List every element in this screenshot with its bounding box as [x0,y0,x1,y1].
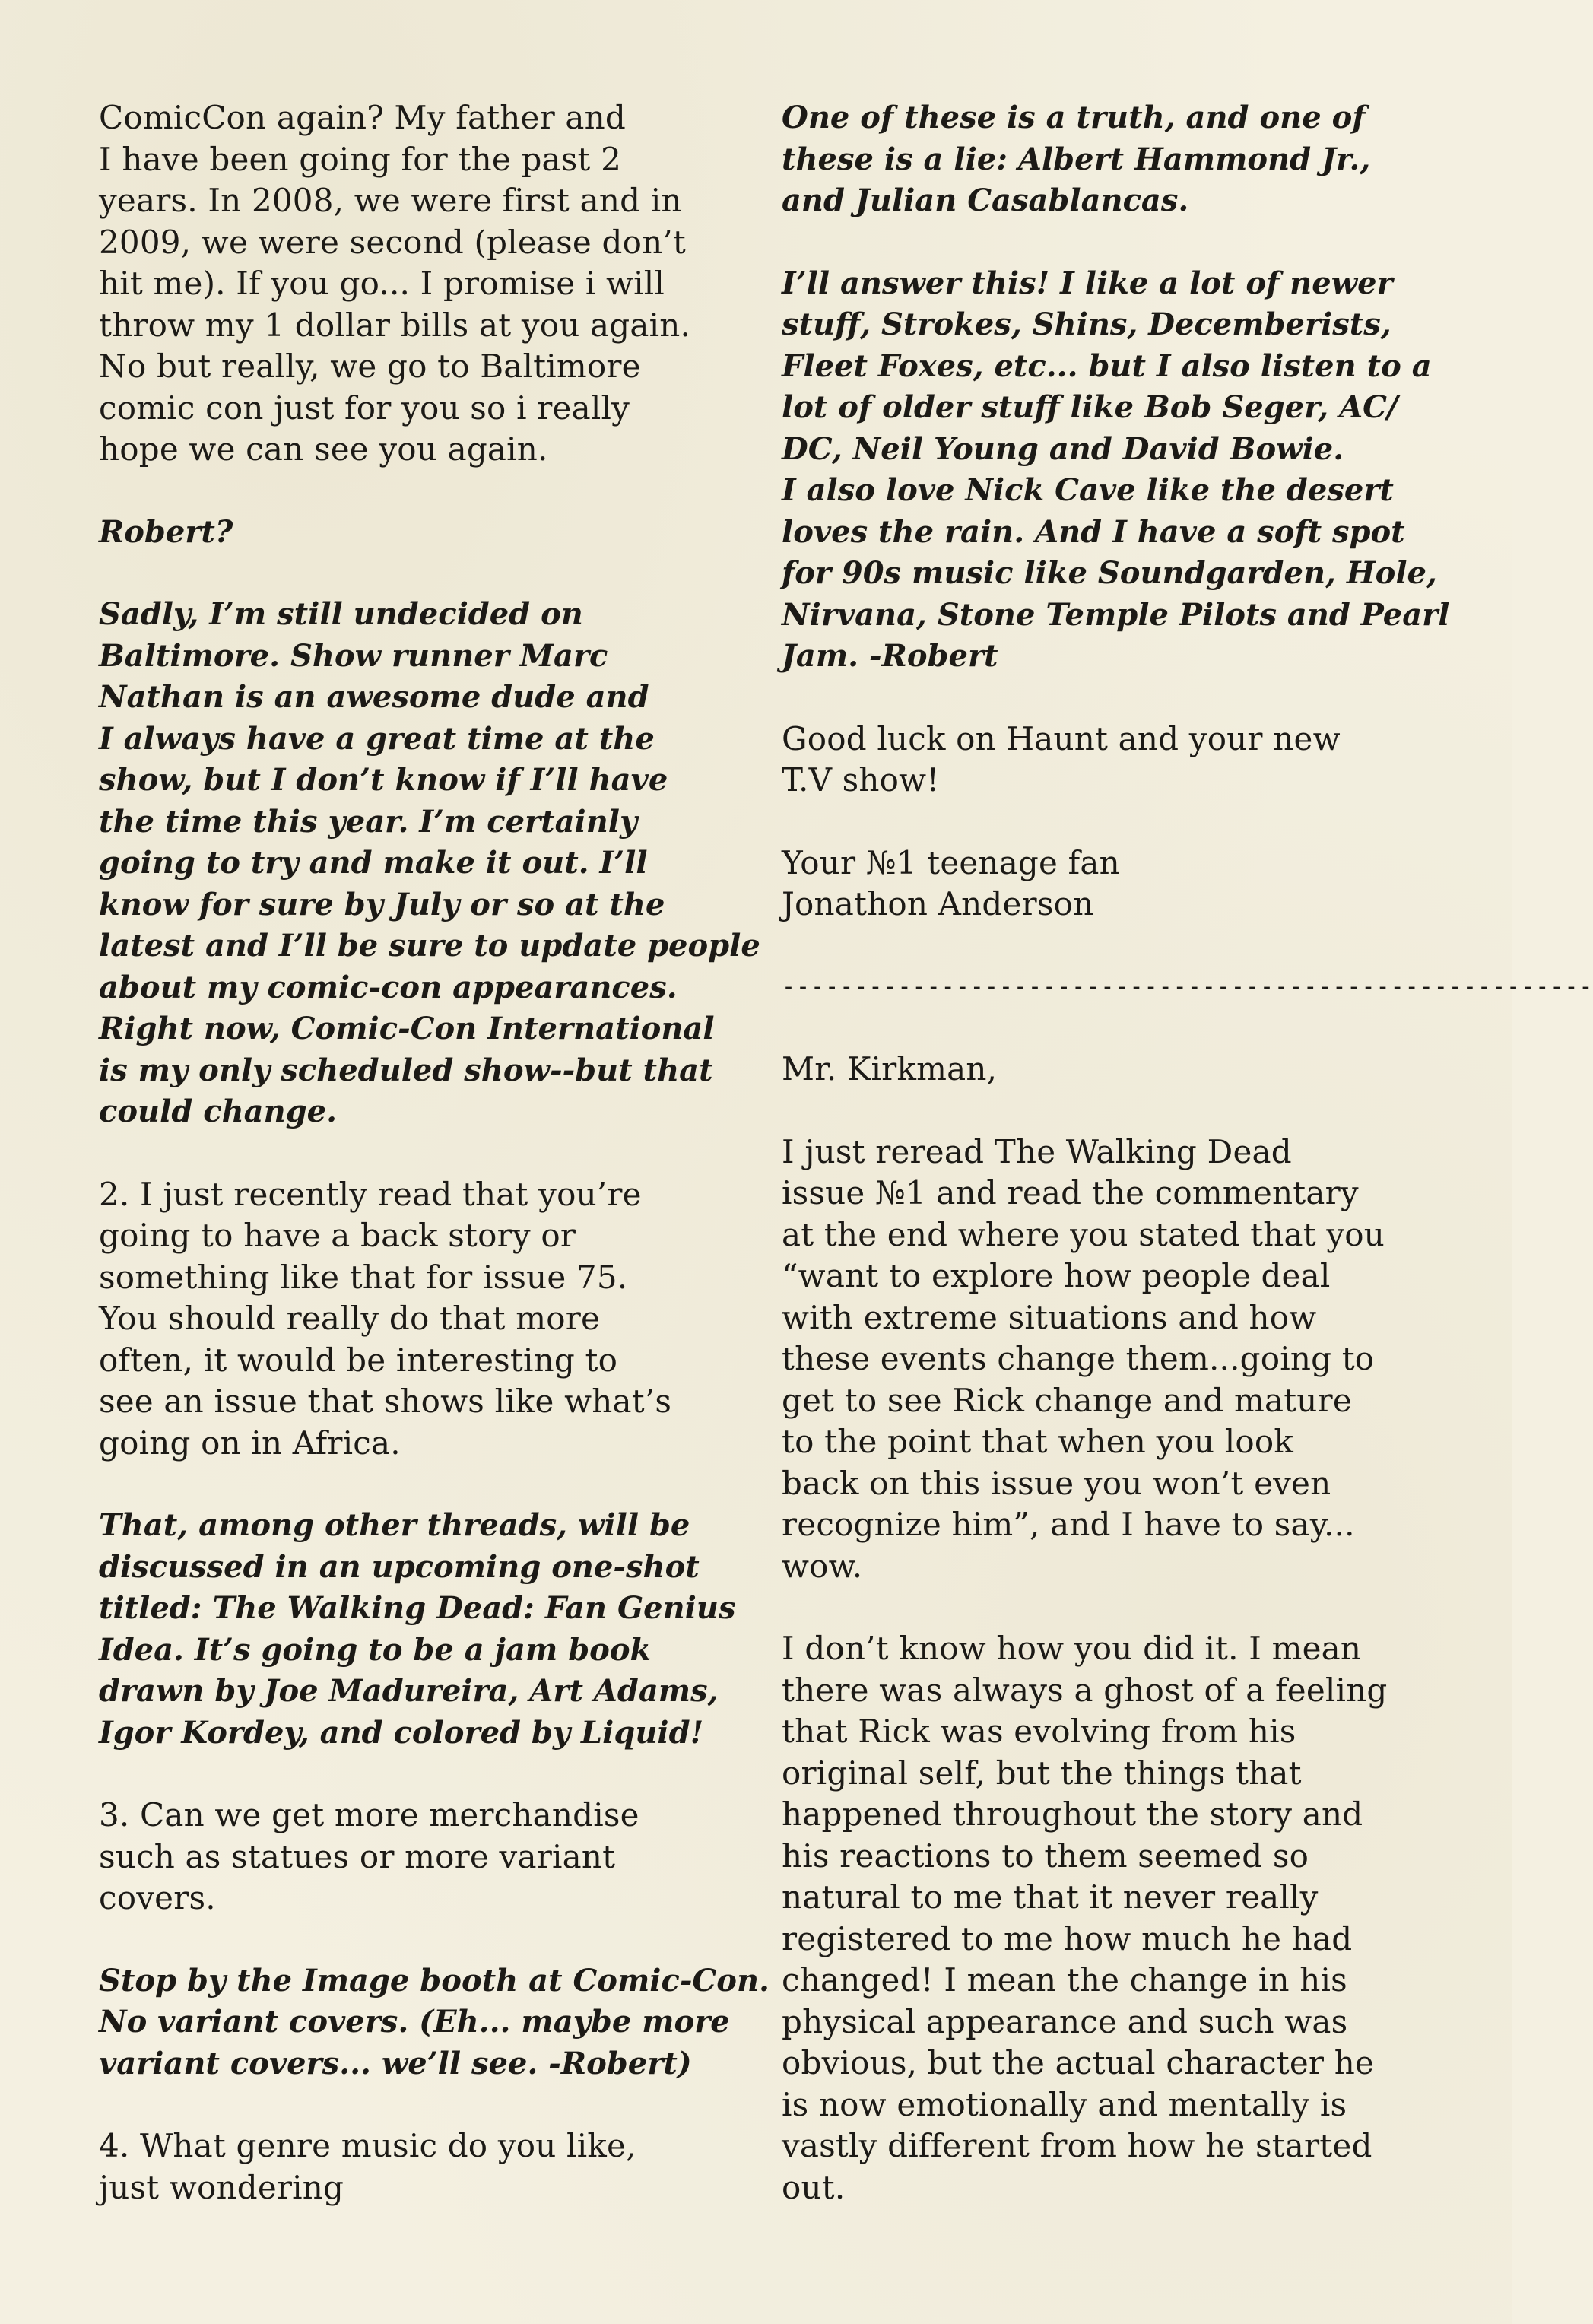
paragraph-gap [99,471,783,512]
letter-paragraph-evolving: I don’t know how you did it. I mean there was always a ghost of a feeling that Rick was evolving from his original self, but the things that happened throughout the story and his reactions to them seemed so natural to me that it never really registered to me how much he had changed! I mean the change in his physical appearance and such was obvious, but the actual character he is now emotionally and mentally is vastly different from how he started out. [782,1630,1388,2206]
right-column [782,97,1593,2208]
paragraph-gap [782,1008,1451,1049]
left-column [99,97,783,2208]
paragraph-gap [782,802,1451,843]
letter-paragraph-reread: I just reread The Walking Dead issue №1 and read the commentary at the end where you stated that you “want to explore how people deal with extreme situations and how these events change them...going to get to see Rick change and mature to the point that when you look back on this issue you won’t even recognize him”, and I have to say... wow. [782,1132,1385,1585]
paragraph-gap [99,1754,783,1795]
letter-paragraph-comiccon: ComicCon again? My father and I have been going for the past 2 years. In 2008, we were first and in 2009, we were second (please don’t hit me). If you go... I promise i will throw my 1 dollar bills at you again. No but really, we go to Baltimore comic con just for you so i really hope we can see you again. [99,99,691,468]
letter-signature: Your №1 teenage fan Jonathon Anderson [782,843,1120,922]
letter-paragraph-merchandise: 3. Can we get more merchandise such as statues or more variant covers. [99,1796,639,1916]
paragraph-gap [99,1919,783,1960]
reply-music-taste: I’ll answer this! I like a lot of newer stuff, Strokes, Shins, Decemberists, Fleet Foxes, etc... but I also listen to a lot of older stuff like Bob Seger, AC/ DC, Neil Young and David Bowie. I also love Nick Cave like the desert loves the rain. And I have a soft spot for 90s music like Soundgarden, Hole, Nirvana, Stone Temple Pilots and Pearl Jam. -Robert [782,265,1450,674]
reply-question-robert: Robert? [99,513,233,550]
reply-baltimore: Sadly, I’m still undecided on Baltimore. Show runner Marc Nathan is an awesome dude and I always have a great time at the show, but I don’t know if I’ll have the time this year. I’m certainly going to try and make it out. I’ll know for sure by July or so at the latest and I’ll be sure to update people about my comic-con appearances. Right now, Comic-Con International is my only scheduled show--but that could change. [99,596,760,1129]
paragraph-gap [99,1133,783,1174]
letter-separator-rule: -------------------------------------------------------- [782,973,1593,1000]
paragraph-gap [782,222,1451,263]
reply-truth-lie: One of these is a truth, and one of these is a lie: Albert Hammond Jr., and Julian Casablancas. [782,100,1371,218]
letter-good-luck: Good luck on Haunt and your new T.V show! [782,719,1341,798]
paragraph-gap [99,553,783,594]
paragraph-gap [782,925,1451,967]
letter-salutation: Mr. Kirkman, [782,1050,998,1087]
letter-paragraph-back-story: 2. I just recently read that you’re going to have a back story or something like that for issue 75. You should really do that more often, it would be interesting to see an issue that shows like what’s going on in Africa. [99,1175,672,1462]
paragraph-gap [99,1464,783,1505]
paragraph-gap [782,678,1451,719]
reply-one-shot: That, among other threads, will be discussed in an upcoming one-shot titled: The Walking Dead: Fan Genius Idea. It’s going to be a jam book drawn by Joe Madureira, Art Adams, Igor Kordey, and colored by Liquid! [99,1507,736,1751]
paragraph-gap [99,2084,783,2126]
letter-paragraph-music: 4. What genre music do you like, just wondering [99,2127,636,2206]
paragraph-gap [782,1587,1451,1628]
paragraph-gap [782,1091,1451,1132]
reply-image-booth: Stop by the Image booth at Comic-Con. No variant covers. (Eh... maybe more variant covers... we’ll see. -Robert) [99,1962,770,2081]
